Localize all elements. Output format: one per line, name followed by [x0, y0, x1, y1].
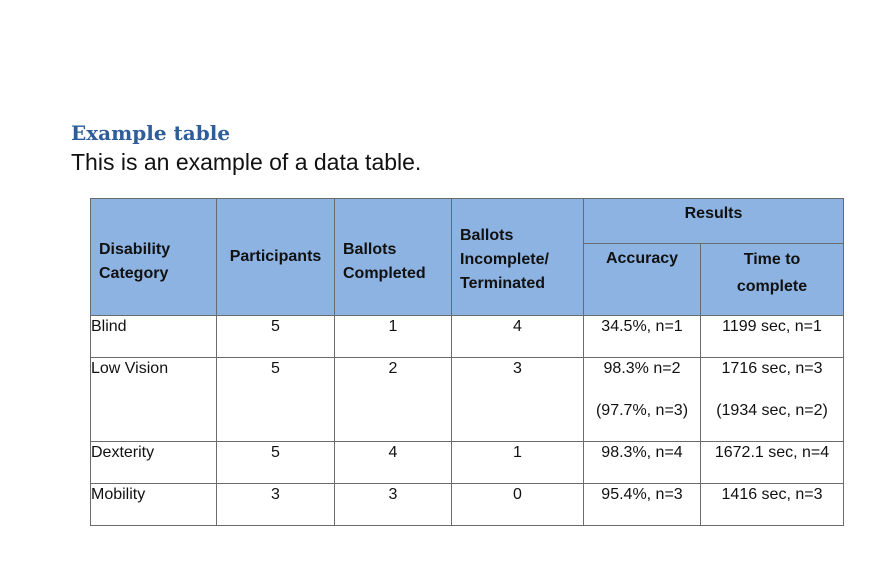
table-row — [91, 358, 844, 442]
cell-time: 1199 sec, n=1 — [701, 316, 844, 358]
cell-incomplete: 3 — [452, 358, 584, 442]
cell-incomplete: 0 — [452, 484, 584, 526]
header-accuracy: Accuracy — [584, 244, 701, 316]
cell-participants: 5 — [217, 316, 335, 358]
cell-participants: 5 — [217, 358, 335, 442]
cell-category: Blind — [91, 316, 217, 358]
cell-accuracy: 98.3% n=2 (97.7%, n=3) — [584, 358, 701, 442]
cell-category: Mobility — [91, 484, 217, 526]
cell-completed: 3 — [335, 484, 452, 526]
data-table — [90, 198, 844, 526]
cell-time: 1672.1 sec, n=4 — [701, 442, 844, 484]
cell-completed: 4 — [335, 442, 452, 484]
cell-time: 1716 sec, n=3 (1934 sec, n=2) — [701, 358, 844, 442]
table-row — [91, 484, 844, 526]
cell-incomplete: 4 — [452, 316, 584, 358]
header-results: Results — [584, 199, 844, 244]
cell-participants: 3 — [217, 484, 335, 526]
cell-accuracy: 95.4%, n=3 — [584, 484, 701, 526]
table-row — [91, 442, 844, 484]
cell-participants: 5 — [217, 442, 335, 484]
header-ballots-incomplete: Ballots Incomplete/ Terminated — [452, 199, 584, 316]
table-row — [91, 316, 844, 358]
header-disability-category: Disability Category — [91, 199, 217, 316]
header-time-to-complete: Time to complete — [701, 244, 844, 316]
cell-completed: 1 — [335, 316, 452, 358]
cell-incomplete: 1 — [452, 442, 584, 484]
table-heading: Example table — [71, 121, 231, 145]
cell-category: Dexterity — [91, 442, 217, 484]
header-participants: Participants — [217, 199, 335, 316]
cell-category: Low Vision — [91, 358, 217, 442]
cell-time: 1416 sec, n=3 — [701, 484, 844, 526]
header-ballots-completed: Ballots Completed — [335, 199, 452, 316]
cell-accuracy: 34.5%, n=1 — [584, 316, 701, 358]
table-description: This is an example of a data table. — [71, 149, 422, 175]
cell-completed: 2 — [335, 358, 452, 442]
cell-accuracy: 98.3%, n=4 — [584, 442, 701, 484]
